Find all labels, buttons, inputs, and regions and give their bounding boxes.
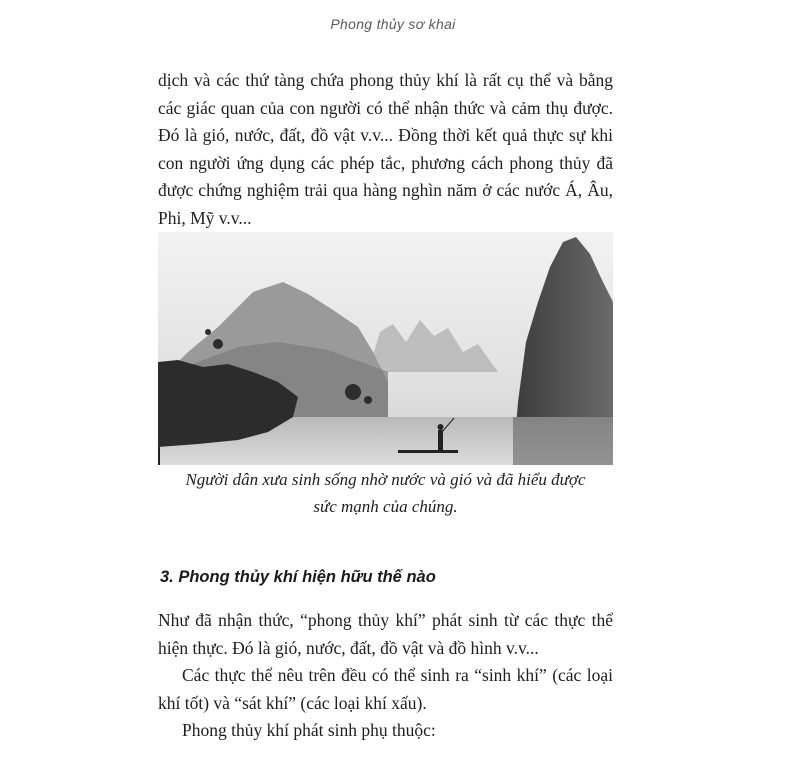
- running-header: Phong thủy sơ khai: [330, 16, 456, 32]
- text-line: Phong thủy khí phát sinh phụ thuộc:: [182, 720, 436, 740]
- text-line: Phi, Mỹ v.v...: [158, 207, 252, 228]
- text-line: hiện thực. Đó là gió, nước, đất, đồ vật và đồ hình v.v...: [158, 637, 539, 658]
- section-paragraph-1: [158, 607, 613, 662]
- section-paragraph-2: [158, 662, 613, 717]
- text-line: được chứng nghiệm trải qua hàng nghìn năm ở các nước Á, Âu,: [158, 180, 613, 201]
- text-line: khí tốt) và “sát khí” (các loại khí xấu).: [158, 692, 427, 713]
- caption-line: sức mạnh của chúng.: [313, 497, 458, 516]
- figure-caption: [158, 466, 613, 520]
- fisherman: [438, 430, 443, 450]
- caption-line: Người dân xưa sinh sống nhờ nước và gió và đã hiểu được: [185, 470, 586, 489]
- section-heading: 3. Phong thủy khí hiện hữu thế nào: [160, 568, 436, 586]
- text-line: dịch và các thứ tàng chứa phong thủy khí là rất cụ thể và bằng: [158, 70, 613, 90]
- text-line: Các thực thể nêu trên đều có thể sinh ra “sinh khí” (các loại: [182, 665, 613, 685]
- text-line: Như đã nhận thức, “phong thủy khí” phát sinh từ các thực thể: [158, 610, 613, 630]
- section-paragraph-3: [158, 717, 613, 745]
- landscape-photo: [158, 232, 613, 465]
- intro-paragraph: [158, 67, 613, 233]
- text-line: các giác quan của con người có thể nhận thức và cảm thụ được.: [158, 97, 613, 118]
- bamboo-raft: [398, 450, 458, 453]
- text-line: con người ứng dụng các phép tắc, phương cách phong thủy đã: [158, 152, 613, 173]
- text-line: Đó là gió, nước, đất, đồ vật v.v... Đồng thời kết quả thực sự khi: [158, 125, 613, 146]
